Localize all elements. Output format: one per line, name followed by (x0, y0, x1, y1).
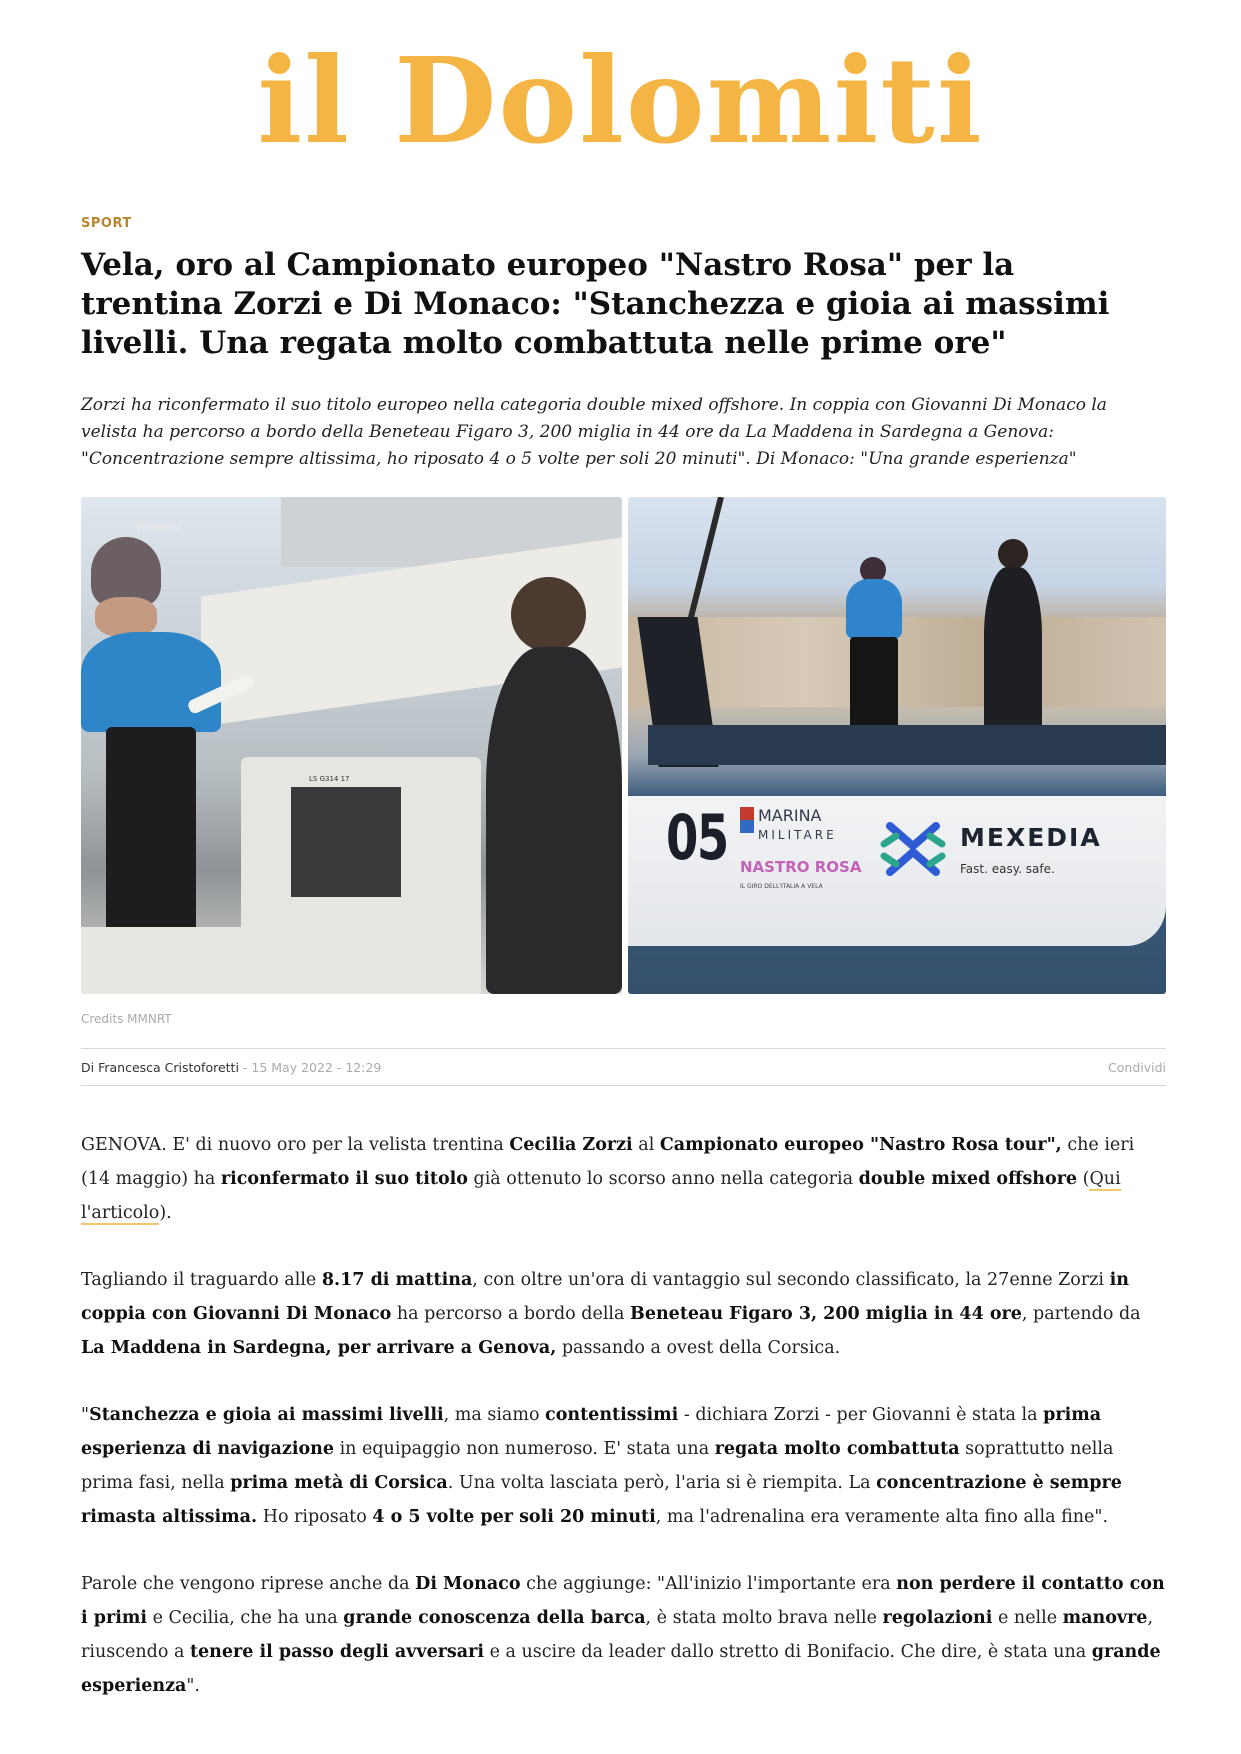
article-meta-bar (81, 1048, 1166, 1086)
sponsor-mexedia-tagline: Fast. easy. safe. (960, 862, 1055, 876)
body-text: e a uscire da leader dallo stretto di Bonifacio. Che dire, è stata una (484, 1642, 1092, 1662)
mexedia-logo-icon (880, 816, 946, 882)
bold-text: contentissimi (545, 1405, 679, 1425)
black-leggings-shape (850, 637, 898, 733)
body-text: , con oltre un'ora di vantaggio sul secondo classificato, la 27enne Zorzi (472, 1270, 1110, 1290)
body-text: Ho riposato (257, 1507, 373, 1527)
photo-champagne-on-deck[interactable] (81, 497, 622, 994)
face-shape (95, 597, 157, 637)
publish-date: - 15 May 2022 - 12:29 (238, 1059, 382, 1075)
head-man (998, 539, 1028, 569)
photo-credits: Credits MMNRT (81, 1012, 172, 1026)
body-text: al (632, 1135, 660, 1155)
bold-text: Beneteau Figaro 3, 200 miglia in 44 ore (630, 1304, 1022, 1324)
bold-text: Stanchezza e gioia ai massimi livelli (89, 1405, 444, 1425)
bold-text: regolazioni (882, 1608, 993, 1628)
article-headline: Vela, oro al Campionato europeo "Nastro Rosa" per la trentina Zorzi e Di Monaco: "Stanchezza e gioia ai massimi livelli. Una regata molto combattuta nelle prime ore" (81, 247, 1110, 361)
bold-text: tenere il passo degli avversari (189, 1642, 484, 1662)
article-paragraph (81, 1567, 1166, 1703)
body-text: , riuscendo a (81, 1608, 1154, 1662)
boat-number: 05 (666, 801, 728, 874)
logo-prefix: il (257, 31, 395, 170)
bold-text: Cecilia Zorzi (509, 1135, 633, 1155)
sail-number-label: LS G314 17 (309, 775, 350, 783)
bold-text: prima metà di Corsica (230, 1473, 448, 1493)
photo-celebration-boat-05[interactable] (628, 497, 1166, 994)
body-text: soprattutto nella prima fasi, nella (81, 1439, 1114, 1493)
byline (81, 1060, 381, 1075)
article-paragraph (81, 1128, 1166, 1230)
body-text: , è stata molto brava nelle (645, 1608, 883, 1628)
sponsor-mexedia: MEXEDIA (960, 823, 1102, 852)
body-text: e Cecilia, che ha una (147, 1608, 344, 1628)
bold-text: double mixed offshore (858, 1169, 1078, 1189)
dark-outfit-shape (984, 567, 1042, 737)
hair-shape (511, 577, 586, 652)
body-text: , ma l'adrenalina era veramente alta fino alla fine". (655, 1507, 1109, 1527)
article-body (81, 1128, 1166, 1736)
article-summary: Zorzi ha riconfermato il suo titolo europeo nella categoria double mixed offshore. In coppia con Giovanni Di Monaco la velista ha percorso a bordo della Beneteau Figaro 3, 200 miglia in 44 ore da La Maddena in Sardegna a Genova: "Concentrazione sempre altissima, ho riposato 4 o 5 volte per soli 20 minuti". Di Monaco: "Una grande esperienza" (81, 395, 1107, 469)
bold-text: riconfermato il suo titolo (220, 1169, 468, 1189)
body-text: ( (1077, 1169, 1090, 1189)
bold-text: in coppia con Giovanni Di Monaco (81, 1270, 1129, 1324)
body-text: già ottenuto lo scorso anno nella categoria (467, 1169, 859, 1189)
section-label[interactable]: SPORT (81, 216, 132, 231)
bold-text: prima esperienza di navigazione (81, 1405, 1102, 1459)
bold-text: La Maddena in Sardegna, per arrivare a Genova, (81, 1338, 557, 1358)
deck-cover (648, 725, 1166, 765)
sponsor-marina-militare (740, 807, 837, 844)
bold-text: grande esperienza (81, 1642, 1161, 1696)
dark-top-shape (486, 647, 622, 994)
body-text: , partendo da (1021, 1304, 1141, 1324)
body-text: " (81, 1405, 90, 1425)
author-name[interactable]: Di Francesca Cristoforetti (81, 1059, 239, 1075)
body-text: ". (186, 1676, 200, 1696)
body-text: che ieri (14 maggio) ha (81, 1135, 1135, 1189)
blue-shirt-shape (81, 632, 221, 732)
deck-shape (81, 927, 481, 994)
body-text: Parole che vengono riprese anche da (81, 1574, 416, 1594)
body-text: Tagliando il traguardo alle (81, 1270, 322, 1290)
body-text: ha percorso a bordo della (391, 1304, 631, 1324)
body-text: e nelle (992, 1608, 1063, 1628)
site-logo[interactable] (0, 31, 1241, 170)
body-text: che aggiunge: "All'inizio l'importante era (520, 1574, 897, 1594)
sponsor-nastro-rosa: NASTRO ROSA (740, 858, 862, 876)
blue-jacket-shape (846, 579, 902, 639)
cockpit-window (291, 787, 401, 897)
bold-text: 4 o 5 volte per soli 20 minuti (372, 1507, 656, 1527)
bold-text: manovre (1062, 1608, 1148, 1628)
cap-logo-text: TRENTINO (136, 523, 182, 532)
sponsor-line-2: MILITARE (758, 828, 837, 842)
bold-text: Di Monaco (415, 1574, 521, 1594)
body-text: , ma siamo (443, 1405, 546, 1425)
bold-text: grande conoscenza della barca (343, 1608, 646, 1628)
article-paragraph (81, 1263, 1166, 1365)
logo-d: D (394, 31, 499, 170)
share-button[interactable]: Condividi (1108, 1059, 1166, 1075)
body-text: passando a ovest della Corsica. (556, 1338, 841, 1358)
logo-rest: olomiti (498, 31, 984, 170)
body-text: ). (159, 1203, 172, 1223)
dark-trousers-shape (106, 727, 196, 957)
body-text: - dichiara Zorzi - per Giovanni è stata la (678, 1405, 1044, 1425)
bold-text: concentrazione è sempre rimasta altissima. (81, 1473, 1122, 1527)
bold-text: regata molto combattuta (714, 1439, 960, 1459)
bold-text: Campionato europeo "Nastro Rosa tour", (659, 1135, 1062, 1155)
article-link[interactable]: Qui l'articolo (81, 1169, 1121, 1223)
body-text: in equipaggio non numeroso. E' stata una (334, 1439, 715, 1459)
article-photo-gallery (81, 497, 1166, 994)
body-text: GENOVA. E' di nuovo oro per la velista trentina (81, 1135, 510, 1155)
sponsor-line-1: MARINA (758, 806, 822, 825)
bold-text: 8.17 di mattina (321, 1270, 473, 1290)
bold-text: non perdere il contatto con i primi (81, 1574, 1165, 1628)
article-paragraph (81, 1398, 1166, 1534)
body-text: . Una volta lasciata però, l'aria si è riempita. La (447, 1473, 877, 1493)
sponsor-nastro-rosa-sub: IL GIRO DELL'ITALIA A VELA (740, 883, 823, 890)
coat-of-arms-icon (740, 807, 754, 833)
